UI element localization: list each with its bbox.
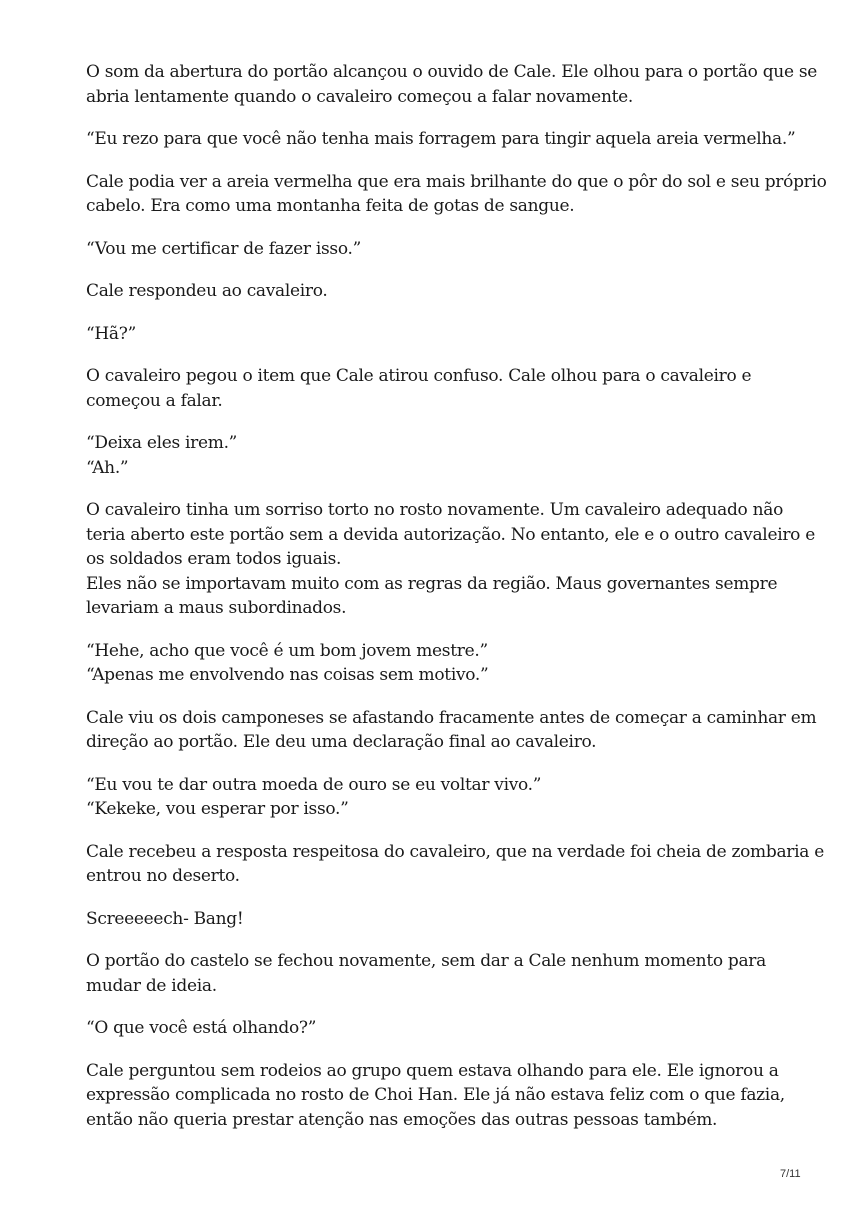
text-line: Cale respondeu ao cavaleiro. xyxy=(86,281,328,301)
text-line: O cavaleiro tinha um sorriso torto no rosto novamente. Um cavaleiro adequado não xyxy=(86,500,784,520)
text-line: “Deixa eles irem.” xyxy=(86,433,238,453)
text-line: Cale recebeu a resposta respeitosa do cavaleiro, que na verdade foi cheia de zombaria e xyxy=(86,841,824,862)
paragraph xyxy=(86,706,817,755)
text-line: Cale podia ver a areia vermelha que era mais brilhante do que o pôr do sol e seu próprio xyxy=(86,171,827,192)
paragraph xyxy=(86,322,786,347)
text-line: “Vou me certificar de fazer isso.” xyxy=(86,238,361,259)
text-line: “Apenas me envolvendo nas coisas sem motivo.” xyxy=(86,665,489,685)
paragraph xyxy=(86,431,786,480)
text-line: Eles não se importavam muito com as regras da região. Maus governantes sempre xyxy=(86,573,778,594)
paragraph xyxy=(86,60,818,109)
text-line: direção ao portão. Ele deu uma declaração final ao cavaleiro. xyxy=(86,732,597,752)
text-line: “O que você está olhando?” xyxy=(86,1018,317,1038)
paragraph xyxy=(86,773,786,822)
paragraph xyxy=(86,170,827,219)
text-line: “Kekeke, vou esperar por isso.” xyxy=(86,799,349,819)
text-line: “Ah.” xyxy=(86,457,129,478)
paragraph xyxy=(86,279,786,304)
paragraph xyxy=(86,1059,786,1133)
text-line: começou a falar. xyxy=(86,390,223,411)
paragraph xyxy=(86,639,786,688)
paragraph xyxy=(86,907,786,932)
paragraph xyxy=(86,364,786,413)
text-line: abria lentamente quando o cavaleiro começou a falar novamente. xyxy=(86,86,633,107)
paragraph xyxy=(86,840,824,889)
text-line: teria aberto este portão sem a devida autorização. No entanto, ele e o outro cavaleiro e xyxy=(86,524,815,545)
text-line: “Hã?” xyxy=(86,323,136,344)
text-line: O cavaleiro pegou o item que Cale atirou confuso. Cale olhou para o cavaleiro e xyxy=(86,366,752,386)
text-line: “Hehe, acho que você é um bom jovem mestre.” xyxy=(86,640,488,661)
text-line: “Eu rezo para que você não tenha mais forragem para tingir aquela areia vermelha.” xyxy=(86,129,796,149)
text-line: cabelo. Era como uma montanha feita de gotas de sangue. xyxy=(86,196,575,216)
text-line: “Eu vou te dar outra moeda de ouro se eu voltar vivo.” xyxy=(86,774,542,795)
text-line: O portão do castelo se fechou novamente, sem dar a Cale nenhum momento para xyxy=(86,951,766,971)
text-line: expressão complicada no rosto de Choi Han. Ele já não estava feliz com o que fazia, xyxy=(86,1085,785,1105)
text-line: Cale viu os dois camponeses se afastando fracamente antes de começar a caminhar em xyxy=(86,707,817,728)
paragraph xyxy=(86,949,786,998)
text-line: então não queria prestar atenção nas emoções das outras pessoas também. xyxy=(86,1109,718,1130)
paragraph xyxy=(86,498,815,621)
text-line: Cale perguntou sem rodeios ao grupo quem estava olhando para ele. Ele ignorou a xyxy=(86,1060,779,1081)
paragraph xyxy=(86,1016,786,1041)
paragraph xyxy=(86,237,786,262)
text-line: os soldados eram todos iguais. xyxy=(86,549,342,569)
paragraph xyxy=(86,127,796,152)
text-line: levariam a maus subordinados. xyxy=(86,598,347,618)
document-body xyxy=(86,60,827,1150)
text-line: mudar de ideia. xyxy=(86,975,217,996)
text-line: entrou no deserto. xyxy=(86,866,240,886)
text-line: Screeeeech- Bang! xyxy=(86,908,244,929)
text-line: O som da abertura do portão alcançou o ouvido de Cale. Ele olhou para o portão que se xyxy=(86,62,818,82)
page-number: 7/11 xyxy=(780,1168,801,1180)
